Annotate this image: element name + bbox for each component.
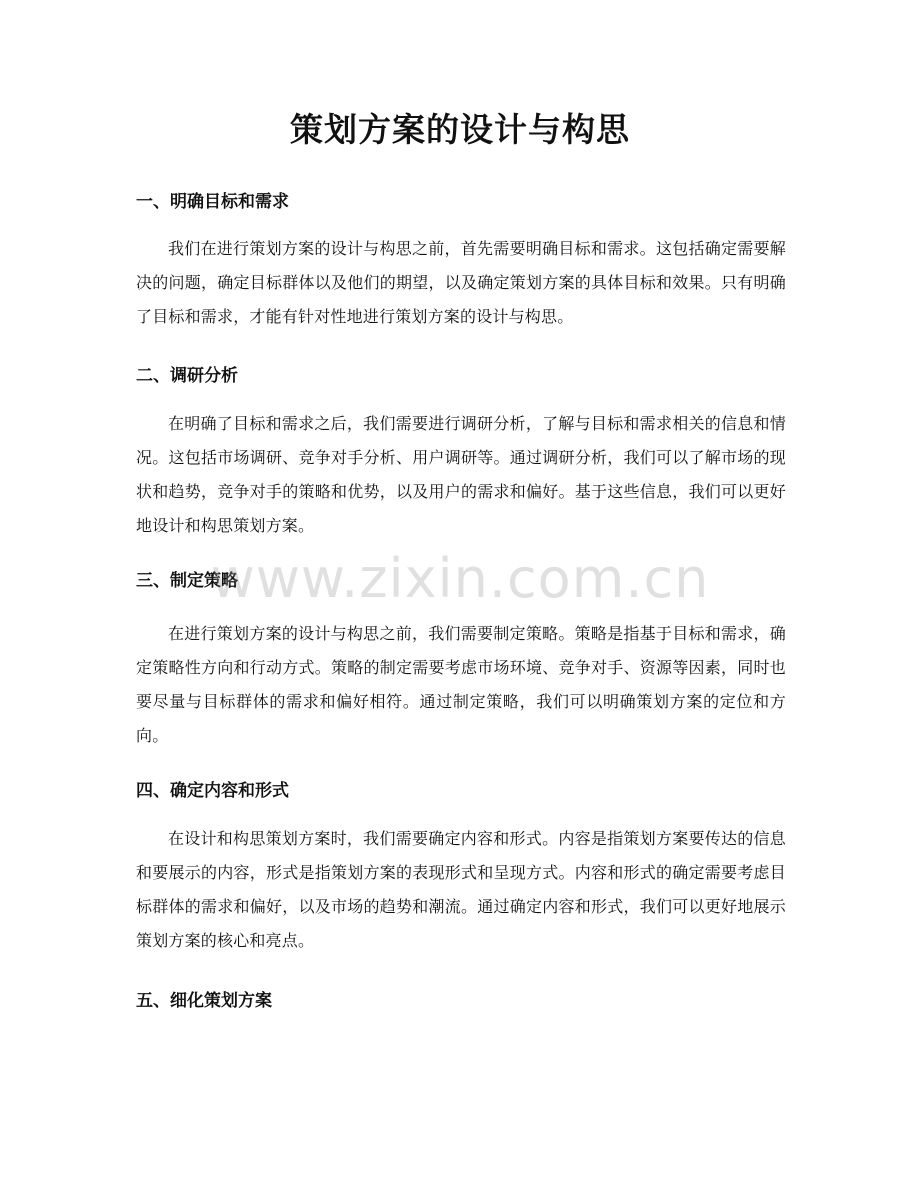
section-heading-2: 二、调研分析 bbox=[136, 366, 238, 386]
section-heading-3: 三、制定策略 bbox=[136, 571, 238, 591]
section-heading-4: 四、确定内容和形式 bbox=[136, 781, 289, 801]
section-paragraph-2: 在明确了目标和需求之后，我们需要进行调研分析，了解与目标和需求相关的信息和情况。这包括市场调研、竞争对手分析、用户调研等。通过调研分析，我们可以了解市场的现状和趋势，竞争对手的策略和优势，以及用户的需求和偏好。基于这些信息，我们可以更好地设计和构思策划方案。 bbox=[136, 414, 786, 535]
section-paragraph-4: 在设计和构思策划方案时，我们需要确定内容和形式。内容是指策划方案要传达的信息和要展示的内容，形式是指策划方案的表现形式和呈现方式。内容和形式的确定需要考虑目标群体的需求和偏好，以及市场的趋势和潮流。通过确定内容和形式，我们可以更好地展示策划方案的核心和亮点。 bbox=[136, 829, 786, 950]
section-heading-5: 五、细化策划方案 bbox=[136, 991, 272, 1011]
section-paragraph-3: 在进行策划方案的设计与构思之前，我们需要制定策略。策略是指基于目标和需求，确定策略性方向和行动方式。策略的制定需要考虑市场环境、竞争对手、资源等因素，同时也要尽量与目标群体的需求和偏好相符。通过制定策略，我们可以明确策划方案的定位和方向。 bbox=[136, 624, 786, 745]
section-heading-1: 一、明确目标和需求 bbox=[136, 192, 289, 212]
section-paragraph-1: 我们在进行策划方案的设计与构思之前，首先需要明确目标和需求。这包括确定需要解决的问题，确定目标群体以及他们的期望，以及确定策划方案的具体目标和效果。只有明确了目标和需求，才能有针对性地进行策划方案的设计与构思。 bbox=[136, 239, 786, 326]
watermark-text: www.zixin.com.cn bbox=[210, 547, 710, 610]
document-title: 策划方案的设计与构思 bbox=[290, 110, 630, 149]
